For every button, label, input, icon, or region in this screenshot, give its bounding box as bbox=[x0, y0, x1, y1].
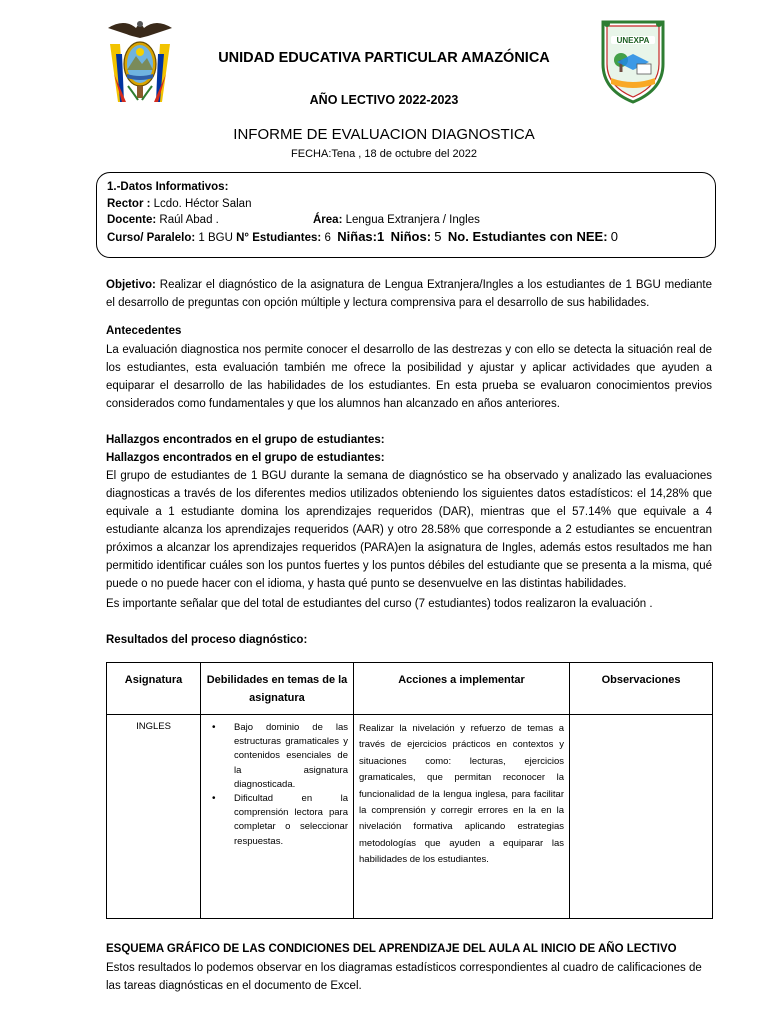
ecuador-coat-of-arms-logo bbox=[104, 14, 176, 106]
table-header-row bbox=[107, 663, 713, 715]
objective-text: Realizar el diagnóstico de la asignatura de Lengua Extranjera/Ingles a los estudiantes de 1 BGU mediante el desarrollo de preguntas con opción múltiple y lectura comprensiva para el desarrollo de sus habilidades. bbox=[106, 279, 712, 309]
scheme-text: Estos resultados lo podemos observar en los diagramas estadísticos correspondientes al cuadro de calificaciones de las tareas diagnósticas en el documento de Excel. bbox=[106, 962, 702, 992]
boys-value: 5 bbox=[434, 228, 442, 244]
table-header-actions: Acciones a implementar bbox=[354, 663, 570, 715]
objective-paragraph bbox=[106, 276, 712, 312]
findings-title-repeat: Hallazgos encontrados en el grupo de estudiantes: bbox=[106, 452, 385, 464]
area-label: Área: bbox=[313, 214, 343, 226]
course-value: 1 BGU bbox=[198, 231, 233, 244]
girls-value: 1 bbox=[376, 228, 385, 244]
school-logo bbox=[597, 14, 669, 104]
weaknesses-list bbox=[206, 721, 348, 849]
nee-value: 0 bbox=[610, 228, 618, 244]
info-rector-row bbox=[107, 196, 705, 213]
report-title: INFORME DE EVALUACION DIAGNOSTICA bbox=[233, 126, 535, 143]
findings-text: El grupo de estudiantes de 1 BGU durante la semana de diagnóstico se ha observado y analizado las evaluaciones diagnosticas a través de los diferentes medios utilizados obteniendo los siguientes datos estadísticos: el 14,28% que equivale a 1 estudiante domina los aprendizajes requeridos (DAR), mientras que el 57.14% que equivale a 4 estudiante alcanza los aprendizajes requeridos (AAR) y otro 28.58% que corresponde a 2 estudiantes se encuentran próximos a alcanzar los aprendizajes requeridos (PARA)en la asignatura de Ingles, además estos resultados me han permitido identificar cuáles son los puntos fuertes y los puntos débiles del estudiante que se presenta a la misma, qué puede o no puede hacer con el idioma, y hasta qué punto se desenvuelve en las distintas habilidades. bbox=[106, 470, 712, 590]
list-item: • Bajo dominio de las estructuras gramaticales y contenidos esenciales de la asignatura diagnosticada. bbox=[234, 721, 348, 792]
rector-label: Rector : bbox=[107, 197, 151, 210]
girls-label: Niñas: bbox=[337, 228, 377, 244]
table-header-observations: Observaciones bbox=[570, 663, 713, 715]
teacher-label: Docente: bbox=[107, 214, 157, 226]
background-title: Antecedentes bbox=[106, 325, 182, 337]
list-item: • Dificultad en la comprensión lectora para completar o seleccionar respuestas. bbox=[234, 792, 348, 849]
area-field bbox=[313, 212, 480, 229]
scheme-title: ESQUEMA GRÁFICO DE LAS CONDICIONES DEL APRENDIZAJE DEL AULA AL INICIO DE AÑO LECTIVO bbox=[106, 943, 677, 955]
students-value: 6 bbox=[324, 231, 331, 244]
objective-label: Objetivo: bbox=[106, 279, 156, 291]
weaknesses-cell bbox=[201, 715, 354, 919]
informative-data-box bbox=[96, 172, 716, 258]
info-heading: 1.-Datos Informativos: bbox=[107, 181, 229, 193]
findings-title: Hallazgos encontrados en el grupo de estudiantes: bbox=[106, 434, 385, 446]
findings-note: Es importante señalar que del total de estudiantes del curso (7 estudiantes) todos realizaron la evaluación . bbox=[106, 598, 653, 610]
teacher-value: Raúl Abad . bbox=[159, 214, 219, 226]
area-value: Lengua Extranjera / Ingles bbox=[345, 214, 480, 226]
course-label: Curso/ Paralelo: bbox=[107, 231, 196, 244]
school-logo-text: UNEXPA bbox=[616, 36, 650, 45]
report-date: FECHA:Tena , 18 de octubre del 2022 bbox=[291, 148, 477, 160]
info-teacher-row bbox=[107, 212, 705, 229]
table-header-subject: Asignatura bbox=[107, 663, 201, 715]
subject-cell: INGLES bbox=[107, 715, 201, 919]
results-table bbox=[106, 662, 713, 919]
school-year: AÑO LECTIVO 2022-2023 bbox=[309, 93, 459, 107]
table-row bbox=[107, 715, 713, 919]
rector-value: Lcdo. Héctor Salan bbox=[153, 197, 252, 210]
boys-label: Niños: bbox=[390, 228, 432, 244]
table-header-weaknesses: Debilidades en temas de la asignatura bbox=[201, 663, 354, 715]
nee-label: No. Estudiantes con NEE: bbox=[447, 228, 608, 244]
school-name: UNIDAD EDUCATIVA PARTICULAR AMAZÓNICA bbox=[218, 50, 550, 66]
students-label: N° Estudiantes: bbox=[236, 231, 322, 244]
observations-cell bbox=[570, 715, 713, 919]
actions-cell: Realizar la nivelación y refuerzo de temas a través de ejercicios prácticos en contextos y situaciones como: lecturas, ejercicios gramaticales, que permitan reconocer la funcionalidad de la lengua inglesa, para facilitar la comprensión y corregir errores en la en la nivelación formativa aplicando estrategias metodologías que ayuden a equiparar las habilidades de los estudiantes. bbox=[354, 715, 570, 919]
results-title: Resultados del proceso diagnóstico: bbox=[106, 634, 308, 646]
info-course-row bbox=[107, 229, 705, 247]
background-text: La evaluación diagnostica nos permite conocer el desarrollo de las destrezas y con ello se detecta la situación real de los estudiantes, esta evaluación también me ofrece la posibilidad y ajustar y aplicar actividades que ayuden a equiparar el desarrollo de las habilidades de los estudiantes. En esta prueba se evaluaron conocimientos previos considerados como fundamentales y que los alumnos han alcanzado en años anteriores. bbox=[106, 344, 712, 410]
